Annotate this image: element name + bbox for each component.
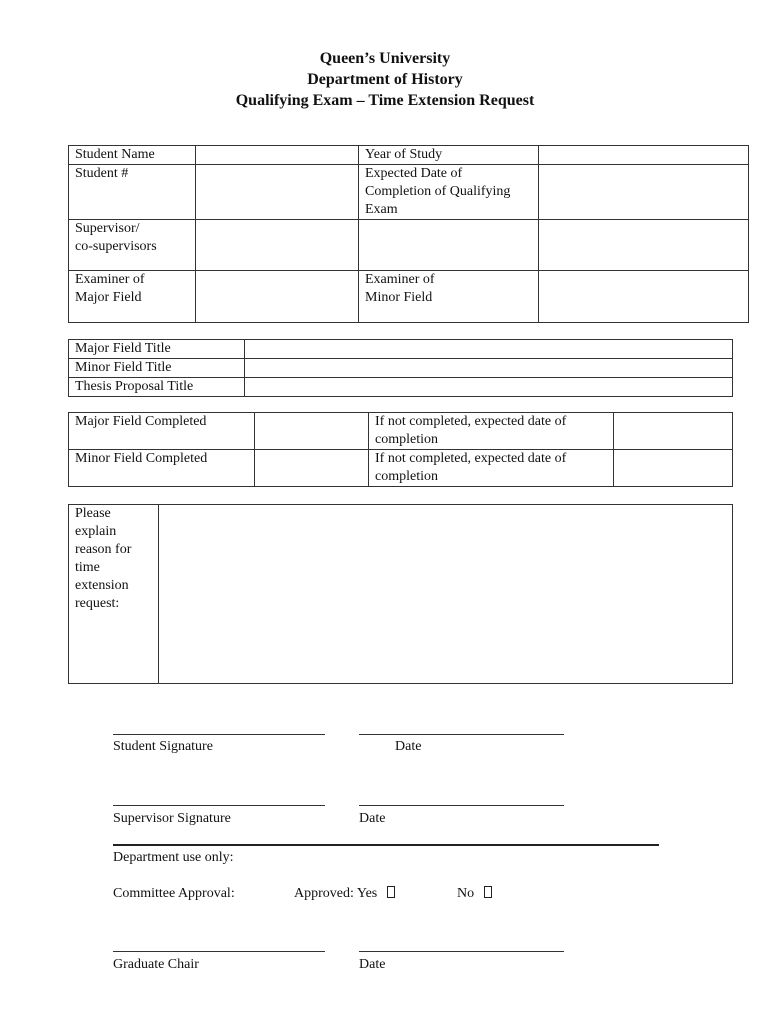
student-signature-label: Student Signature (113, 739, 213, 754)
student-date-label: Date (395, 739, 422, 754)
department-name: Department of History (307, 71, 463, 88)
examiner-major-label (69, 271, 196, 323)
minor-expected-date-label (369, 450, 614, 487)
supervisor-line-1: Supervisor/ (75, 221, 140, 236)
examiner-major-field[interactable] (196, 271, 359, 323)
student-signature-line[interactable] (113, 734, 325, 735)
minor-field-title-field[interactable] (245, 359, 733, 378)
expected-date-label (359, 165, 539, 220)
minor-field-completed-field[interactable] (255, 450, 369, 487)
supervisor-signature-line[interactable] (113, 805, 325, 806)
student-number-field[interactable] (196, 165, 359, 220)
thesis-proposal-title-label: Thesis Proposal Title (69, 378, 245, 397)
university-name: Queen’s University (319, 50, 451, 67)
minor-field-title-label: Minor Field Title (69, 359, 245, 378)
supervisor-label (69, 220, 196, 271)
supervisor-field-3[interactable] (539, 220, 749, 271)
department-divider (113, 844, 659, 846)
department-use-only-label: Department use only: (113, 850, 234, 865)
graduate-chair-date-label: Date (359, 957, 386, 972)
student-info-table (68, 145, 749, 323)
committee-approval-label: Committee Approval: (113, 886, 235, 901)
no-checkbox[interactable] (484, 886, 492, 898)
supervisor-signature-label: Supervisor Signature (113, 811, 231, 826)
approved-yes-label: Approved: Yes (294, 886, 378, 901)
form-title: Qualifying Exam – Time Extension Request (235, 92, 535, 109)
graduate-chair-date-line[interactable] (359, 951, 564, 952)
reason-label (69, 505, 159, 684)
graduate-chair-label: Graduate Chair (113, 957, 199, 972)
expected-date-line-3: Exam (365, 202, 398, 217)
major-field-title-label: Major Field Title (69, 340, 245, 359)
supervisor-field[interactable] (196, 220, 359, 271)
major-field-completed-field[interactable] (255, 413, 369, 450)
minor-expected-line-1: If not completed, expected date of (375, 451, 567, 466)
reason-line-6: request: (75, 596, 120, 611)
major-expected-date-label (369, 413, 614, 450)
year-of-study-field[interactable] (539, 146, 749, 165)
minor-field-completed-label: Minor Field Completed (69, 450, 255, 487)
major-expected-line-2: completion (375, 432, 438, 447)
student-number-label: Student # (69, 165, 196, 220)
minor-expected-line-2: completion (375, 469, 438, 484)
major-field-completed-label: Major Field Completed (69, 413, 255, 450)
year-of-study-label: Year of Study (359, 146, 539, 165)
examiner-minor-line-1: Examiner of (365, 272, 435, 287)
no-option (457, 885, 492, 903)
examiner-minor-line-2: Minor Field (365, 290, 433, 305)
supervisor-date-label: Date (359, 811, 386, 826)
major-expected-line-1: If not completed, expected date of (375, 414, 567, 429)
reason-line-3: reason for (75, 542, 132, 557)
student-name-label: Student Name (69, 146, 196, 165)
graduate-chair-signature-line[interactable] (113, 951, 325, 952)
student-name-field[interactable] (196, 146, 359, 165)
examiner-major-line-2: Major Field (75, 290, 142, 305)
titles-table (68, 339, 733, 397)
examiner-minor-label (359, 271, 539, 323)
major-expected-date-field[interactable] (614, 413, 733, 450)
reason-line-1: Please (75, 506, 111, 521)
reason-line-2: explain (75, 524, 117, 539)
student-date-line[interactable] (359, 734, 564, 735)
expected-date-line-2: Completion of Qualifying (365, 184, 511, 199)
examiner-major-line-1: Examiner of (75, 272, 145, 287)
reason-field[interactable] (159, 505, 733, 684)
reason-line-4: time (75, 560, 100, 575)
expected-date-line-1: Expected Date of (365, 166, 463, 181)
supervisor-field-2[interactable] (359, 220, 539, 271)
thesis-proposal-title-field[interactable] (245, 378, 733, 397)
examiner-minor-field[interactable] (539, 271, 749, 323)
reason-table (68, 504, 733, 684)
completion-table (68, 412, 733, 487)
supervisor-line-2: co-supervisors (75, 239, 157, 254)
no-label: No (457, 886, 475, 901)
reason-line-5: extension (75, 578, 129, 593)
expected-date-field[interactable] (539, 165, 749, 220)
approved-yes-option (294, 885, 395, 903)
yes-checkbox[interactable] (387, 886, 395, 898)
major-field-title-field[interactable] (245, 340, 733, 359)
minor-expected-date-field[interactable] (614, 450, 733, 487)
supervisor-date-line[interactable] (359, 805, 564, 806)
